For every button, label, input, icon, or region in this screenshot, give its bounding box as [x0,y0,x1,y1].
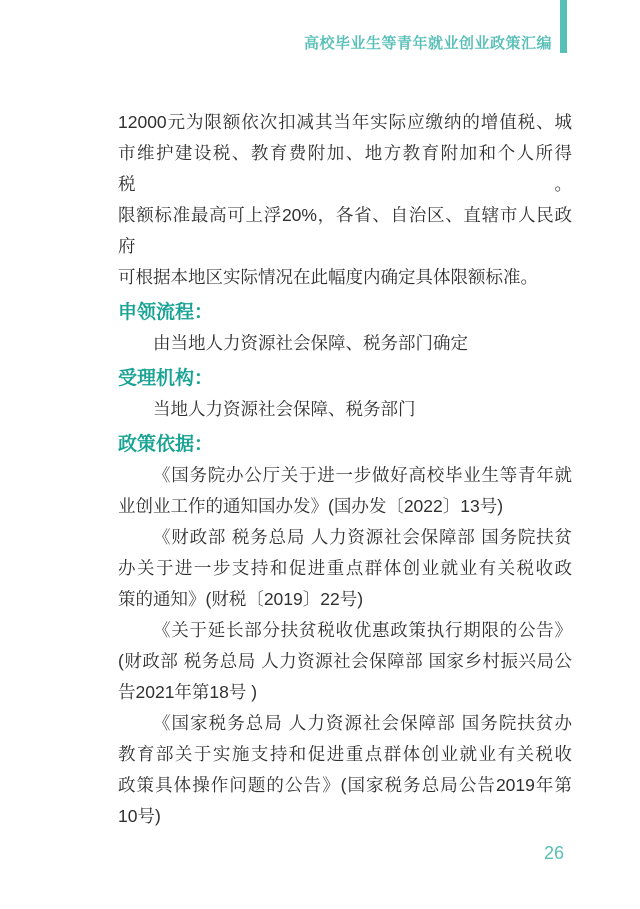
text-line: 政策具体操作问题的公告》(国家税务总局公告2019年第 [118,775,572,795]
text-line: 业创业工作的通知国办发》(国办发〔2022〕13号) [118,496,504,516]
section-heading: 政策依据： [118,434,214,455]
document-body [118,107,572,832]
text-line: 告2021年第18号 ) [118,682,258,702]
text-line: 10号) [118,806,161,826]
header-accent-bar [560,0,567,53]
text-line: 可根据本地区实际情况在此幅度内确定具体限额标准。 [118,267,538,287]
section-heading: 受理机构： [118,368,214,389]
section-heading: 申领流程： [118,302,214,323]
text-line: 办关于进一步支持和促进重点群体创业就业有关税收政 [118,558,572,578]
text-line: 《财政部 税务总局 人力资源社会保障部 国务院扶贫 [153,527,572,547]
page-number: 26 [543,843,565,863]
text-line: 《关于延长部分扶贫税收优惠政策执行期限的公告》 [153,620,572,640]
text-line: 教育部关于实施支持和促进重点群体创业就业有关税收 [118,744,572,764]
text-line: (财政部 税务总局 人力资源社会保障部 国家乡村振兴局公 [118,651,572,671]
header-title: 高校毕业生等青年就业创业政策汇编 [303,35,552,52]
text-line: 12000元为限额依次扣减其当年实际应缴纳的增值税、城 [118,112,572,132]
text-line: 市维护建设税、教育费附加、地方教育附加和个人所得税。 [118,143,572,194]
text-line: 策的通知》(财税〔2019〕22号) [118,589,364,609]
text-line: 限额标准最高可上浮20%，各省、自治区、直辖市人民政府 [118,205,572,256]
text-line: 当地人力资源社会保障、税务部门 [153,399,416,419]
text-line: 《国家税务总局 人力资源社会保障部 国务院扶贫办 [153,713,572,733]
text-line: 由当地人力资源社会保障、税务部门确定 [153,333,468,353]
text-line: 《国务院办公厅关于进一步做好高校毕业生等青年就 [153,465,572,485]
